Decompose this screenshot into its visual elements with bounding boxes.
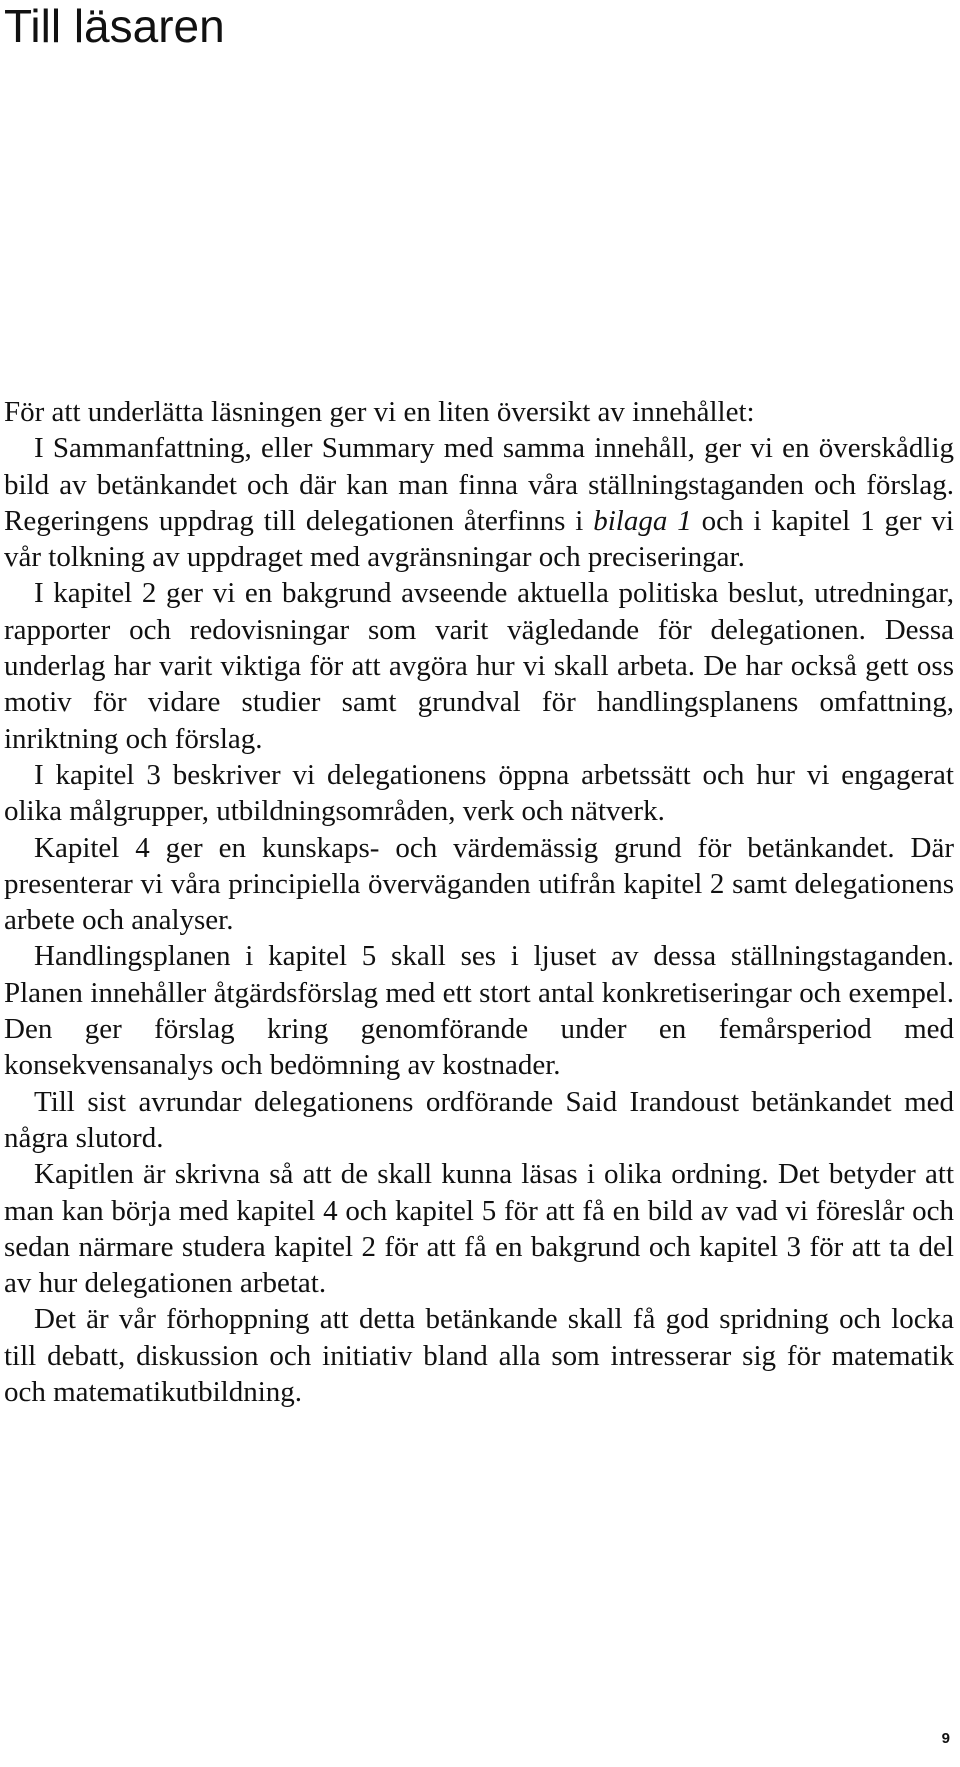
paragraph-text: I kapitel 3 beskriver vi delegationens öppna arbetssätt och hur vi engagerat olika målgrupper, utbildningsområden, verk och nätverk. [4,758,954,828]
paragraph [4,757,954,830]
paragraph [4,575,954,756]
paragraph-text: För att underlätta läsningen ger vi en liten översikt av innehållet: [4,396,755,428]
paragraph-text: I kapitel 2 ger vi en bakgrund avseende aktuella politiska beslut, utredningar, rapporter och redovisningar som varit vägledande för delegationen. Dessa underlag har varit viktiga för att avgöra hur vi skall arbeta. De har också gett oss motiv för vidare studier samt grundval för handlingsplanens omfattning, inriktning och förslag. [4,577,954,755]
paragraph-text: Handlingsplanen i kapitel 5 skall ses i ljuset av dessa ställningstaganden. Planen innehåller åtgärdsförslag med ett stort antal konkretiseringar och exempel. Den ger förslag kring genomförande under en femårsperiod med konsekvensanalys och bedömning av kostnader. [4,940,954,1082]
italic-reference: bilaga 1 [593,504,692,537]
page-heading: Till läsaren [4,0,225,52]
paragraph-text: Kapitlen är skrivna så att de skall kunna läsas i olika ordning. Det betyder att man kan börja med kapitel 4 och kapitel 5 för att få en bild av vad vi föreslår och sedan närmare studera kapitel 2 för att få en bakgrund och kapitel 3 för att ta del av hur delegationen arbetat. [4,1158,954,1300]
paragraph-text: Det är vår förhoppning att detta betänkande skall få god spridning och locka till debatt, diskussion och initiativ bland alla som intresserar sig för matematik och matematikutbildning. [4,1303,954,1409]
paragraph-text: och i kapitel 1 ger vi vår tolkning av uppdraget med avgränsningar och preciseringar. [4,504,954,574]
paragraph [4,938,954,1083]
paragraph [4,1156,954,1301]
paragraph [4,830,954,939]
page-number: 9 [941,1730,950,1747]
paragraph [4,394,954,430]
paragraph [4,430,954,575]
body-text [4,394,954,1410]
paragraph [4,1301,954,1410]
paragraph [4,1084,954,1157]
paragraph-text: I Sammanfattning, eller Summary med samma innehåll, ger vi en överskådlig bild av betänkandet och där kan man finna våra ställningstaganden och förslag. Regeringens uppdrag till delegationen återfinns i [4,432,954,537]
paragraph-text: Kapitel 4 ger en kunskaps- och värdemässig grund för betänkandet. Där presenterar vi våra principiella överväganden utifrån kapitel 2 samt delegationens arbete och analyser. [4,831,954,937]
paragraph-text: Till sist avrundar delegationens ordförande Said Irandoust betänkandet med några slutord. [4,1085,954,1154]
